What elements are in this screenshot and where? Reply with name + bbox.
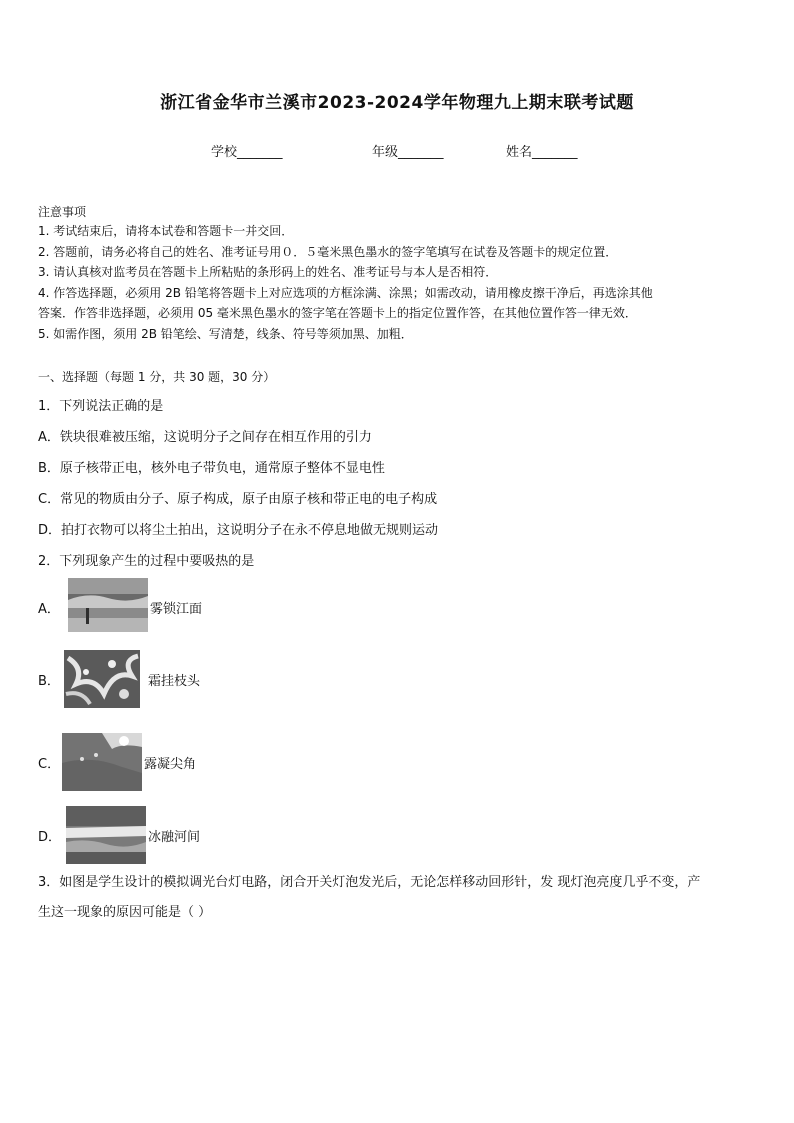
notice-item: 4. 作答选择题，必须用 2B 铅笔将答题卡上对应选项的方框涂满、涂黑；如需改动，请用橡皮擦干净后，再选涂其他 xyxy=(38,285,653,300)
ice-river-image xyxy=(66,806,146,864)
option-caption: 霜挂枝头 xyxy=(148,674,201,689)
notice-item: 1. 考试结束后，请将本试卷和答题卡一并交回． xyxy=(38,224,294,238)
option-caption: 雾锁江面 xyxy=(150,602,203,617)
school-field: 学校_______ xyxy=(211,145,283,160)
grade-field: 年级_______ xyxy=(372,145,444,160)
question-2-option-b xyxy=(38,650,238,710)
question-1-option-a: A．铁块很难被压缩，这说明分子之间存在相互作用的引力 xyxy=(38,430,372,445)
question-1-option-b: B．原子核带正电，核外电子带负电，通常原子整体不显电性 xyxy=(38,461,385,476)
question-3 xyxy=(38,868,758,928)
option-letter: A． xyxy=(38,602,60,617)
question-1-option-d: D．拍打衣物可以将尘土拍出，这说明分子在永不停息地做无规则运动 xyxy=(38,523,439,538)
question-3-line: 生这一现象的原因可能是（ ） xyxy=(38,905,212,920)
frost-branch-image xyxy=(64,650,140,708)
option-letter: B． xyxy=(38,674,60,689)
notice-item: 2. 答题前，请务必将自己的姓名、准考证号用０．５毫米黑色墨水的签字笔填写在试卷及答题卡的规定位置． xyxy=(38,244,618,259)
option-caption: 露凝尖角 xyxy=(144,757,197,772)
question-2-option-c xyxy=(38,733,238,793)
question-2-option-d xyxy=(38,806,238,866)
option-caption: 冰融河间 xyxy=(148,830,201,845)
notice-item: 5. 如需作图，须用 2B 铅笔绘、写清楚，线条、符号等须加黑、加粗． xyxy=(38,326,413,341)
notice-list xyxy=(38,221,763,344)
option-letter: D． xyxy=(38,830,62,845)
question-2-option-a xyxy=(38,578,238,638)
question-1-stem: 1．下列说法正确的是 xyxy=(38,399,164,414)
notice-item: 3. 请认真核对监考员在答题卡上所粘贴的条形码上的姓名、准考证号与本人是否相符． xyxy=(38,265,498,279)
notice-heading: 注意事项 xyxy=(38,205,87,219)
question-2-stem: 2．下列现象产生的过程中要吸热的是 xyxy=(38,554,255,569)
name-field: 姓名_______ xyxy=(506,145,578,160)
question-1-option-c: C．常见的物质由分子、原子构成，原子由原子核和带正电的电子构成 xyxy=(38,492,438,507)
question-3-line: 3．如图是学生设计的模拟调光台灯电路，闭合开关灯泡发光后，无论怎样移动回形针，发 现灯泡亮度几乎不变，产 xyxy=(38,875,701,890)
fog-river-image xyxy=(68,578,148,632)
dew-leaf-image xyxy=(62,733,142,791)
exam-title: 浙江省金华市兰溪市2023-2024学年物理九上期末联考试题 xyxy=(160,93,634,113)
option-letter: C． xyxy=(38,757,61,772)
notice-item: 答案．作答非选择题，必须用 05 毫米黑色墨水的签字笔在答题卡上的指定位置作答，在其他位置作答一律无效． xyxy=(38,306,637,320)
section-heading: 一、选择题（每题 1 分，共 30 题，30 分） xyxy=(38,370,276,384)
student-info-row xyxy=(0,141,794,161)
